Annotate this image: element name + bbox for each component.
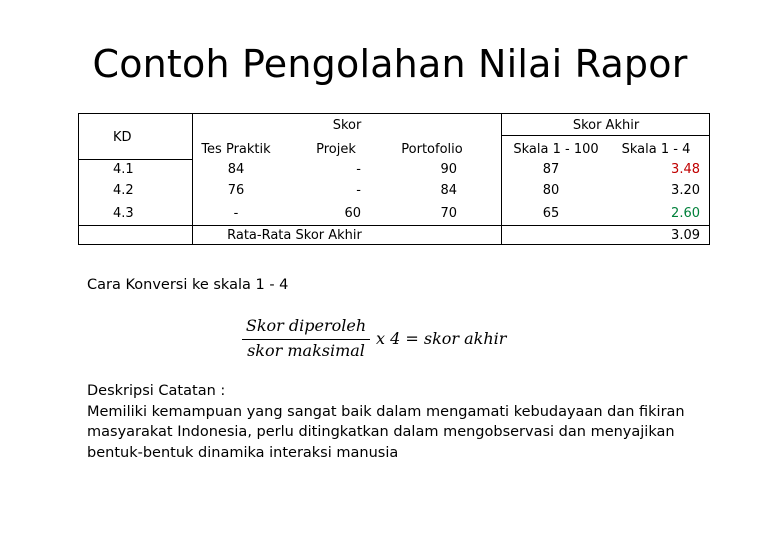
table-divider: [501, 135, 709, 136]
skala-100-cell: 80: [542, 183, 560, 198]
fraction-bar: [242, 339, 370, 340]
projek-header: Projek: [316, 142, 356, 157]
grade-table: [78, 113, 710, 245]
skor-header: Skor: [332, 118, 362, 133]
formula-numerator: Skor diperoleh: [245, 316, 367, 335]
portofolio-cell: 70: [440, 206, 457, 221]
skala-4-header: Skala 1 - 4: [621, 142, 691, 157]
tes-praktik-cell: -: [233, 206, 239, 221]
skala-4-cell: 3.20: [671, 183, 700, 198]
tes-praktik-header: Tes Praktik: [201, 142, 271, 157]
skor-akhir-header: Skor Akhir: [572, 118, 640, 133]
projek-cell: 60: [344, 206, 361, 221]
conversion-label: Cara Konversi ke skala 1 - 4: [87, 277, 289, 293]
skala-4-cell: 3.48: [671, 162, 700, 177]
kd-cell: 4.3: [113, 206, 134, 221]
skala-100-header: Skala 1 - 100: [513, 142, 599, 157]
kd-cell: 4.2: [113, 183, 134, 198]
skala-4-cell: 2.60: [671, 206, 700, 221]
kd-header: KD: [113, 130, 132, 145]
portofolio-cell: 90: [440, 162, 457, 177]
page-title: Contoh Pengolahan Nilai Rapor: [92, 42, 688, 86]
tes-praktik-cell: 84: [227, 162, 245, 177]
average-label: Rata-Rata Skor Akhir: [227, 228, 362, 243]
description-body: Memiliki kemampuan yang sangat baik dalam mengamati kebudayaan dan fikiran masyarakat Indonesia, perlu ditingkatkan dalam mengobservasi dan menyajikan bentuk-bentuk dinamika interaksi manusia: [87, 403, 685, 461]
projek-cell: -: [356, 162, 361, 177]
tes-praktik-cell: 76: [227, 183, 245, 198]
description-heading: Deskripsi Catatan :: [87, 383, 226, 399]
portofolio-cell: 84: [440, 183, 457, 198]
skala-100-cell: 87: [542, 162, 560, 177]
table-divider: [79, 225, 709, 226]
skala-100-cell: 65: [542, 206, 560, 221]
description-block: [87, 381, 727, 463]
portofolio-header: Portofolio: [401, 142, 463, 157]
formula-denominator: skor maksimal: [247, 341, 365, 360]
formula-rhs: x 4 = skor akhir: [376, 329, 507, 348]
projek-cell: -: [356, 183, 361, 198]
table-divider: [79, 159, 192, 160]
kd-cell: 4.1: [113, 162, 134, 177]
average-value: 3.09: [671, 228, 700, 243]
